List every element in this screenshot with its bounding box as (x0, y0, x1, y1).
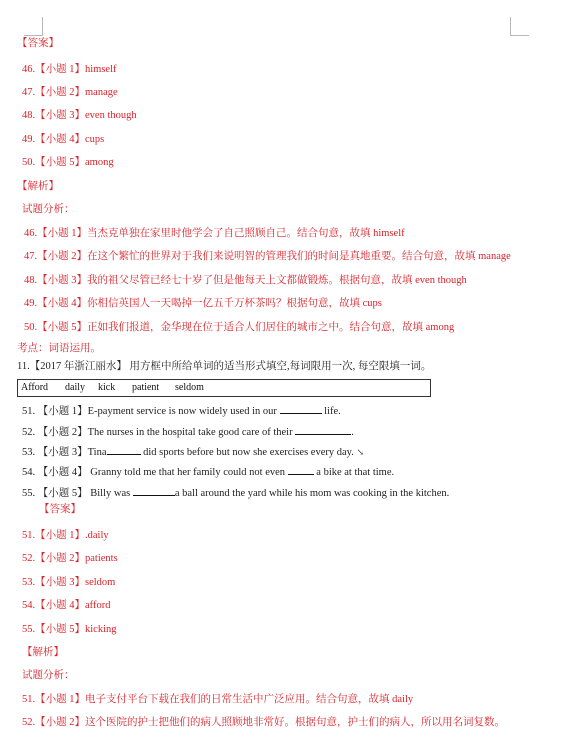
subquestion-tag: 【小题 3】 (35, 577, 85, 588)
question-text-before: Tina (87, 447, 107, 458)
analysis-number: 52. (22, 717, 36, 728)
analysis-number: 48. (24, 275, 38, 286)
word-option: kick (98, 382, 116, 393)
answer-blank (133, 485, 175, 496)
answer-item (22, 529, 109, 543)
subquestion-tag: 【小题 3】 (35, 110, 85, 121)
question-text-after: a ball around the yard while his mom was cooking in the kitchen. (174, 488, 450, 499)
answers-heading: 【答案】 (39, 504, 81, 515)
answer-text: kicking (85, 624, 117, 635)
analysis-text: 你相信英国人一天喝掉一亿五千万杯茶吗？根据句意，故填 cups (87, 298, 382, 309)
subquestion-tag: 【小题 5】 (37, 322, 87, 333)
subquestion-tag: 【小题 4】 (35, 600, 85, 611)
subquestion-tag: 【小题 4】 (37, 467, 88, 478)
subquestion-tag: 【小题 4】 (37, 298, 87, 309)
analysis-text: 这个医院的护士把他们的病人照顾地非常好。根据句意，护士们的病人，所以用名词复数。 (85, 717, 505, 728)
subquestion-tag: 【小题 2】 (35, 553, 85, 564)
word-option: patient (132, 382, 160, 393)
question-text-before: E-payment service is now widely used in our (87, 406, 277, 417)
answer-number: 50. (22, 157, 36, 168)
question-item (22, 403, 341, 419)
analysis-number: 50. (24, 322, 38, 333)
answer-item (22, 109, 137, 123)
subquestion-tag: 【小题 1】 (37, 406, 88, 417)
subquestion-tag: 【小题 2】 (35, 87, 85, 98)
analysis-text: 我的祖父尽管已经七十岁了但是他每天上文都做锻炼。根据句意，故填 even though (87, 275, 467, 286)
analysis-number: 49. (24, 298, 38, 309)
kaodian-note: 考点：词语运用。 (17, 343, 101, 354)
analysis-subheading: 试题分析： (22, 204, 75, 215)
text-cursor-mark: ↘ (356, 447, 365, 457)
question-item (22, 464, 394, 480)
answer-number: 55. (22, 624, 36, 635)
analysis-item (24, 321, 454, 335)
answer-text: .daily (85, 530, 109, 541)
analysis-item (24, 250, 511, 264)
answer-number: 51. (22, 530, 36, 541)
analysis-number: 51. (22, 694, 36, 705)
question-item (22, 424, 354, 440)
analysis-item (24, 227, 405, 241)
question-number: 52. (22, 427, 36, 438)
analysis-heading: 【解析】 (22, 647, 64, 658)
answer-number: 46. (22, 64, 36, 75)
subquestion-tag: 【小题 5】 (37, 488, 88, 499)
word-box (17, 379, 431, 397)
answer-blank (107, 444, 141, 455)
answer-item (22, 133, 104, 147)
analysis-item (22, 693, 413, 707)
question-text-after: did sports before but now she exercises every day. (143, 447, 354, 458)
answers-heading: 【答案】 (17, 38, 59, 49)
question-number: 55. (22, 488, 36, 499)
answer-item (22, 552, 118, 566)
page-corner-mark-left (24, 17, 43, 36)
question-number: 54. (22, 467, 36, 478)
subquestion-tag: 【小题 1】 (37, 228, 87, 239)
answer-text: afford (85, 600, 111, 611)
question-text-after: life. (324, 406, 341, 417)
subquestion-tag: 【小题 5】 (35, 157, 85, 168)
answer-blank (280, 403, 322, 414)
analysis-item (24, 297, 382, 311)
answer-text: patients (85, 553, 118, 564)
subquestion-tag: 【小题 2】 (35, 717, 85, 728)
answer-text: even though (85, 110, 137, 121)
answer-item (22, 156, 114, 170)
question-text-before: The nurses in the hospital take good care of their (87, 427, 293, 438)
question-text-before: Billy was (90, 488, 131, 499)
subquestion-tag: 【小题 3】 (37, 275, 87, 286)
answer-text: among (85, 157, 114, 168)
answer-blank (288, 464, 314, 475)
question-text-before: Granny told me that her family could not even (90, 467, 286, 478)
analysis-item (24, 274, 467, 288)
analysis-text: 在这个繁忙的世界对于我们来说明智的管理我们的时间是真地重要。结合句意，故填 manage (87, 251, 511, 262)
word-option: seldom (175, 382, 204, 393)
analysis-item (22, 716, 505, 730)
answer-text: cups (85, 134, 105, 145)
subquestion-tag: 【小题 4】 (35, 134, 85, 145)
analysis-number: 46. (24, 228, 38, 239)
answer-text: himself (85, 64, 117, 75)
analysis-subheading: 试题分析： (22, 670, 75, 681)
analysis-text: 电子支付平台下载在我们的日常生活中广泛应用。结合句意，故填 daily (85, 694, 414, 705)
subquestion-tag: 【小题 2】 (37, 251, 87, 262)
analysis-text: 当杰克单独在家里时他学会了自己照顾自己。结合句意，故填 himself (87, 228, 405, 239)
answer-item (22, 623, 117, 637)
answer-number: 54. (22, 600, 36, 611)
subquestion-tag: 【小题 2】 (37, 427, 88, 438)
question-number: 53. (22, 447, 36, 458)
answer-number: 53. (22, 577, 36, 588)
answer-number: 49. (22, 134, 36, 145)
subquestion-tag: 【小题 3】 (37, 447, 88, 458)
analysis-heading: 【解析】 (17, 181, 59, 192)
answer-number: 52. (22, 553, 36, 564)
word-option: daily (65, 382, 85, 393)
answer-item (22, 599, 110, 613)
subquestion-tag: 【小题 1】 (35, 530, 85, 541)
question-item (22, 485, 449, 501)
subquestion-tag: 【小题 1】 (35, 64, 85, 75)
answer-blank (295, 424, 351, 435)
answer-item (22, 63, 117, 77)
question-text-after: a bike at that time. (316, 467, 395, 478)
subquestion-tag: 【小题 1】 (35, 694, 85, 705)
subquestion-tag: 【小题 5】 (35, 624, 85, 635)
question-number: 51. (22, 406, 36, 417)
page-corner-mark-right (510, 17, 529, 36)
answer-number: 47. (22, 87, 36, 98)
question-text-after: . (351, 427, 354, 438)
question-prompt: 11.【2017 年浙江丽水】 用方框中所给单词的适当形式填空,每词限用一次, 每空限填一词。 (17, 361, 432, 372)
answer-number: 48. (22, 110, 36, 121)
question-item (22, 444, 364, 460)
answer-item (22, 86, 118, 100)
answer-text: manage (85, 87, 118, 98)
word-option: Afford (21, 382, 49, 393)
analysis-number: 47. (24, 251, 38, 262)
answer-text: seldom (85, 577, 116, 588)
answer-item (22, 576, 115, 590)
analysis-text: 正如我们报道，金华现在位于适合人们居住的城市之中。结合句意，故填 among (87, 322, 455, 333)
